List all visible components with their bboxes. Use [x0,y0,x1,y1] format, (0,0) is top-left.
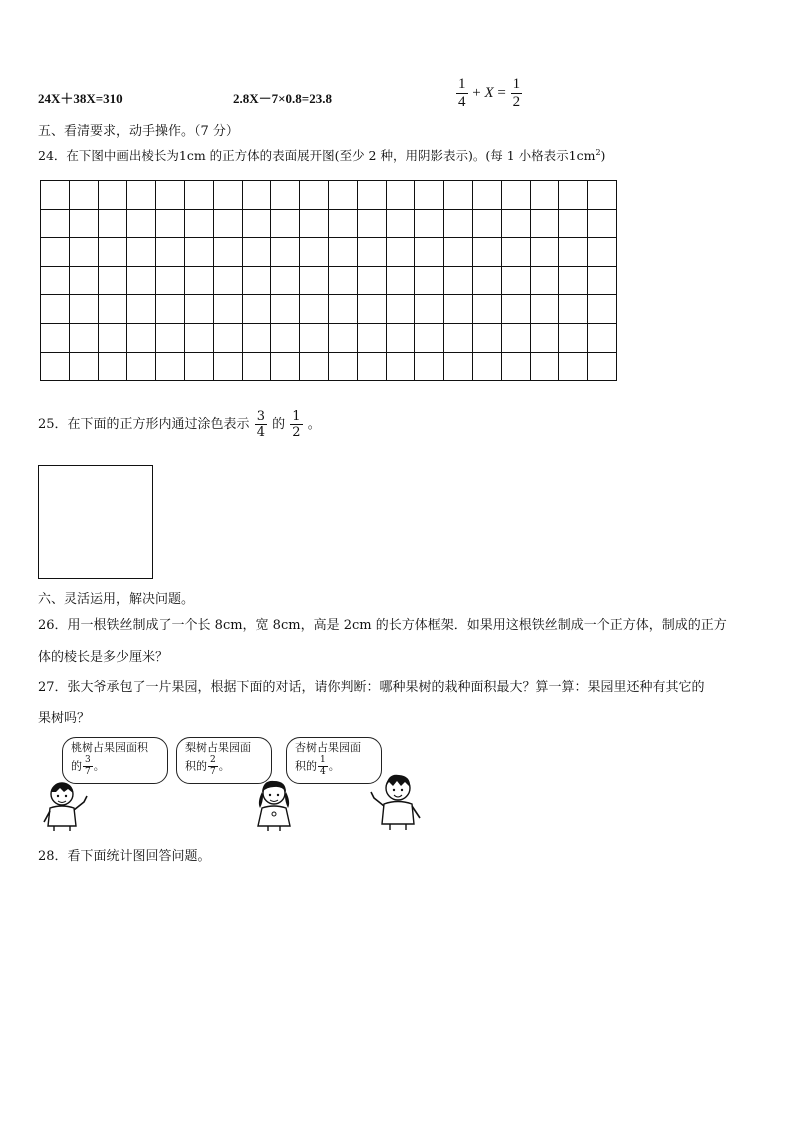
fraction [511,77,523,110]
equals-sign: = [497,84,506,101]
grid-cell[interactable] [415,266,444,295]
grid-cell[interactable] [530,266,559,295]
denominator: 7 [85,766,91,777]
grid-cell[interactable] [271,323,300,352]
grid-cell[interactable] [127,352,156,381]
grid-cell[interactable] [41,266,70,295]
grid-cell[interactable] [588,266,617,295]
equation-1: 24X＋38X=310 [38,91,123,106]
grid-cell[interactable] [472,266,501,295]
grid-cell[interactable] [328,238,357,267]
grid-cell[interactable] [127,295,156,324]
grid-cell[interactable] [501,352,530,381]
grid-cell[interactable] [300,323,329,352]
grid-cell[interactable] [559,323,588,352]
grid-cell[interactable] [156,295,185,324]
grid-cell[interactable] [588,352,617,381]
speech-bubble-peach [62,737,168,784]
grid-cell[interactable] [559,295,588,324]
grid-cell[interactable] [242,295,271,324]
numerator: 1 [458,76,466,92]
question-25-mid: 的 [272,417,286,432]
grid-cell[interactable] [300,181,329,210]
grid-cell[interactable] [184,295,213,324]
grid-cell[interactable] [271,238,300,267]
grid-cell[interactable] [472,323,501,352]
grid-cell[interactable] [501,266,530,295]
grid-cell[interactable] [444,209,473,238]
grid-cell[interactable] [357,209,386,238]
grid-cell[interactable] [444,181,473,210]
grid-cell[interactable] [328,295,357,324]
closing-paren: ) [600,148,606,163]
grid-cell[interactable] [559,352,588,381]
grid-cell[interactable] [386,352,415,381]
grid-cell[interactable] [559,181,588,210]
grid-cell[interactable] [357,352,386,381]
grid-cell[interactable] [98,266,127,295]
grid-cell[interactable] [386,181,415,210]
fraction [318,756,328,777]
grid-cell[interactable] [127,238,156,267]
grid-cell[interactable] [300,238,329,267]
grid-cell[interactable] [98,181,127,210]
grid-cell[interactable] [357,295,386,324]
grid-cell[interactable] [127,209,156,238]
grid-cell[interactable] [98,352,127,381]
grid-cell[interactable] [559,266,588,295]
question-25-prefix: 25．在下面的正方形内通过涂色表示 [38,417,250,432]
grid-cell[interactable] [415,209,444,238]
grid-cell[interactable] [559,238,588,267]
denominator: 4 [256,425,265,440]
denominator: 4 [320,766,326,777]
question-25 [38,410,321,439]
grid-cell[interactable] [444,295,473,324]
grid-cell[interactable] [357,238,386,267]
fraction [456,77,468,110]
grid-cell[interactable] [156,266,185,295]
fraction [83,756,93,777]
grid-cell[interactable] [69,295,98,324]
grid-cell[interactable] [588,181,617,210]
grid-cell[interactable] [588,209,617,238]
girl-illustration [250,778,298,832]
grid-cell[interactable] [444,238,473,267]
grid-cell[interactable] [415,181,444,210]
fraction [208,756,218,777]
bubble-prefix: 的 [71,759,82,773]
grid-cell[interactable] [444,352,473,381]
grid-cell[interactable] [184,323,213,352]
grid-cell[interactable] [41,295,70,324]
grid-cell[interactable] [472,181,501,210]
equation-3 [455,77,523,110]
variable-x: X [484,84,494,101]
grid-cell[interactable] [300,209,329,238]
grid-cell[interactable] [156,323,185,352]
grid-cell[interactable] [156,352,185,381]
bubble-suffix: 。 [328,759,340,773]
grid-cell[interactable] [41,209,70,238]
grid-cell[interactable] [213,238,242,267]
drawing-grid[interactable] [40,180,617,381]
question-25-suffix: 。 [307,417,321,432]
grid-cell[interactable] [415,238,444,267]
grid-cell[interactable] [501,323,530,352]
grid-cell[interactable] [156,238,185,267]
denominator: 2 [292,425,301,440]
denominator: 7 [210,766,216,777]
bubble-line-2 [185,756,263,777]
numerator: 2 [210,754,216,765]
grid-cell[interactable] [357,266,386,295]
grid-cell[interactable] [386,323,415,352]
superscript: 2 [595,147,601,157]
grid-cell[interactable] [415,352,444,381]
bubble-suffix: 。 [218,759,230,773]
grid-cell[interactable] [559,209,588,238]
grid-cell[interactable] [98,323,127,352]
bubble-line-1: 梨树占果园面 [185,741,251,754]
grid-cell[interactable] [41,352,70,381]
grid-cell[interactable] [213,209,242,238]
grid-cell[interactable] [472,352,501,381]
grid-cell[interactable] [328,181,357,210]
grid-cell[interactable] [156,209,185,238]
grid-cell[interactable] [328,266,357,295]
grid-cell[interactable] [242,323,271,352]
grid-cell[interactable] [444,266,473,295]
grid-cell[interactable] [357,181,386,210]
grid-cell[interactable] [41,181,70,210]
grid-cell[interactable] [69,209,98,238]
grid-cell[interactable] [69,352,98,381]
grid-cell[interactable] [69,238,98,267]
grid-cell[interactable] [271,266,300,295]
grid-cell[interactable] [127,323,156,352]
boy-illustration-left [40,780,95,832]
section-6-title: 六、灵活运用，解决问题。 [38,592,195,607]
grid-cell[interactable] [328,209,357,238]
grid-cell[interactable] [184,352,213,381]
grid-cell[interactable] [242,266,271,295]
grid-cell[interactable] [530,181,559,210]
grid-cell[interactable] [530,323,559,352]
grid-cell[interactable] [501,181,530,210]
fraction [290,410,302,439]
grid-cell[interactable] [501,295,530,324]
question-27-line-2: 果树吗？ [38,711,91,726]
grid-cell[interactable] [300,266,329,295]
question-24 [38,146,605,164]
grid-cell[interactable] [415,295,444,324]
grid-cell[interactable] [184,209,213,238]
grid-cell[interactable] [271,209,300,238]
grid-cell[interactable] [98,238,127,267]
grid-cell[interactable] [98,295,127,324]
equation-2: 2.8X－7×0.8=23.8 [233,91,332,106]
grid-cell[interactable] [127,266,156,295]
question-26-line-1: 26．用一根铁丝制成了一个长 8cm，宽 8cm，高是 2cm 的长方体框架．如果用这根铁丝制成一个正方体，制成的正方 [38,618,727,633]
grid-cell[interactable] [271,295,300,324]
numerator: 1 [320,754,326,765]
bubble-suffix: 。 [93,759,105,773]
grid-cell[interactable] [184,238,213,267]
numerator: 1 [512,76,521,92]
grid-cell[interactable] [242,238,271,267]
grid-cell[interactable] [588,323,617,352]
grid-cell[interactable] [184,266,213,295]
bubble-prefix: 积的 [185,759,207,773]
denominator: 2 [512,94,521,110]
grid-cell[interactable] [386,266,415,295]
grid-cell[interactable] [69,323,98,352]
fraction [255,410,267,439]
section-5-title: 五、看清要求，动手操作。（7 分） [38,124,239,139]
grid-cell[interactable] [530,352,559,381]
grid-cell[interactable] [588,295,617,324]
grid-cell[interactable] [184,181,213,210]
grid-cell[interactable] [501,209,530,238]
grid-cell[interactable] [213,352,242,381]
grid-cell[interactable] [588,238,617,267]
grid-cell[interactable] [69,181,98,210]
bubble-line-1: 杏树占果园面 [295,741,361,754]
grid-cell[interactable] [69,266,98,295]
grid-cell[interactable] [472,209,501,238]
question-24-text: 24．在下图中画出棱长为1cm 的正方体的表面展开图(至少 2 种，用阴影表示)。(每 1 小格表示1cm [38,148,596,163]
grid-cell[interactable] [444,323,473,352]
grid-cell[interactable] [357,323,386,352]
grid-cell[interactable] [386,295,415,324]
grid-cell[interactable] [242,209,271,238]
grid-cell[interactable] [98,209,127,238]
grid-cell[interactable] [213,181,242,210]
grid-cell[interactable] [386,238,415,267]
grid-cell[interactable] [501,238,530,267]
grid-cell[interactable] [328,352,357,381]
question-27-line-1: 27．张大爷承包了一片果园，根据下面的对话，请你判断：哪种果树的栽种面积最大？算一算：果园里还种有其它的 [38,680,705,695]
grid-cell[interactable] [300,295,329,324]
denominator: 4 [458,94,466,110]
grid-cell[interactable] [415,323,444,352]
bubble-line-2 [295,756,373,777]
bubble-line-1: 桃树占果园面积 [71,741,148,754]
question-26-line-2: 体的棱长是多少厘米？ [38,650,169,665]
question-28: 28．看下面统计图回答问题。 [38,849,211,864]
grid-cell[interactable] [156,181,185,210]
grid-cell[interactable] [328,323,357,352]
grid-cell[interactable] [213,266,242,295]
grid-cell[interactable] [300,352,329,381]
grid-cell[interactable] [530,238,559,267]
bubble-prefix: 积的 [295,759,317,773]
grid-cell[interactable] [213,323,242,352]
numerator: 3 [85,754,91,765]
bubble-line-2 [71,756,159,777]
grid-cell[interactable] [386,209,415,238]
grid-cell[interactable] [242,181,271,210]
grid-cell[interactable] [271,181,300,210]
numerator: 1 [292,409,301,424]
coloring-square[interactable] [38,465,153,579]
grid-cell[interactable] [41,238,70,267]
grid-cell[interactable] [472,295,501,324]
grid-cell[interactable] [472,238,501,267]
boy-illustration-right [368,772,424,832]
grid-cell[interactable] [530,295,559,324]
grid-cell[interactable] [41,323,70,352]
plus-sign: + [472,84,481,101]
grid-cell[interactable] [530,209,559,238]
grid-cell[interactable] [242,352,271,381]
grid-cell[interactable] [127,181,156,210]
speech-bubble-pear [176,737,272,784]
grid-cell[interactable] [213,295,242,324]
grid-cell[interactable] [271,352,300,381]
numerator: 3 [256,409,265,424]
